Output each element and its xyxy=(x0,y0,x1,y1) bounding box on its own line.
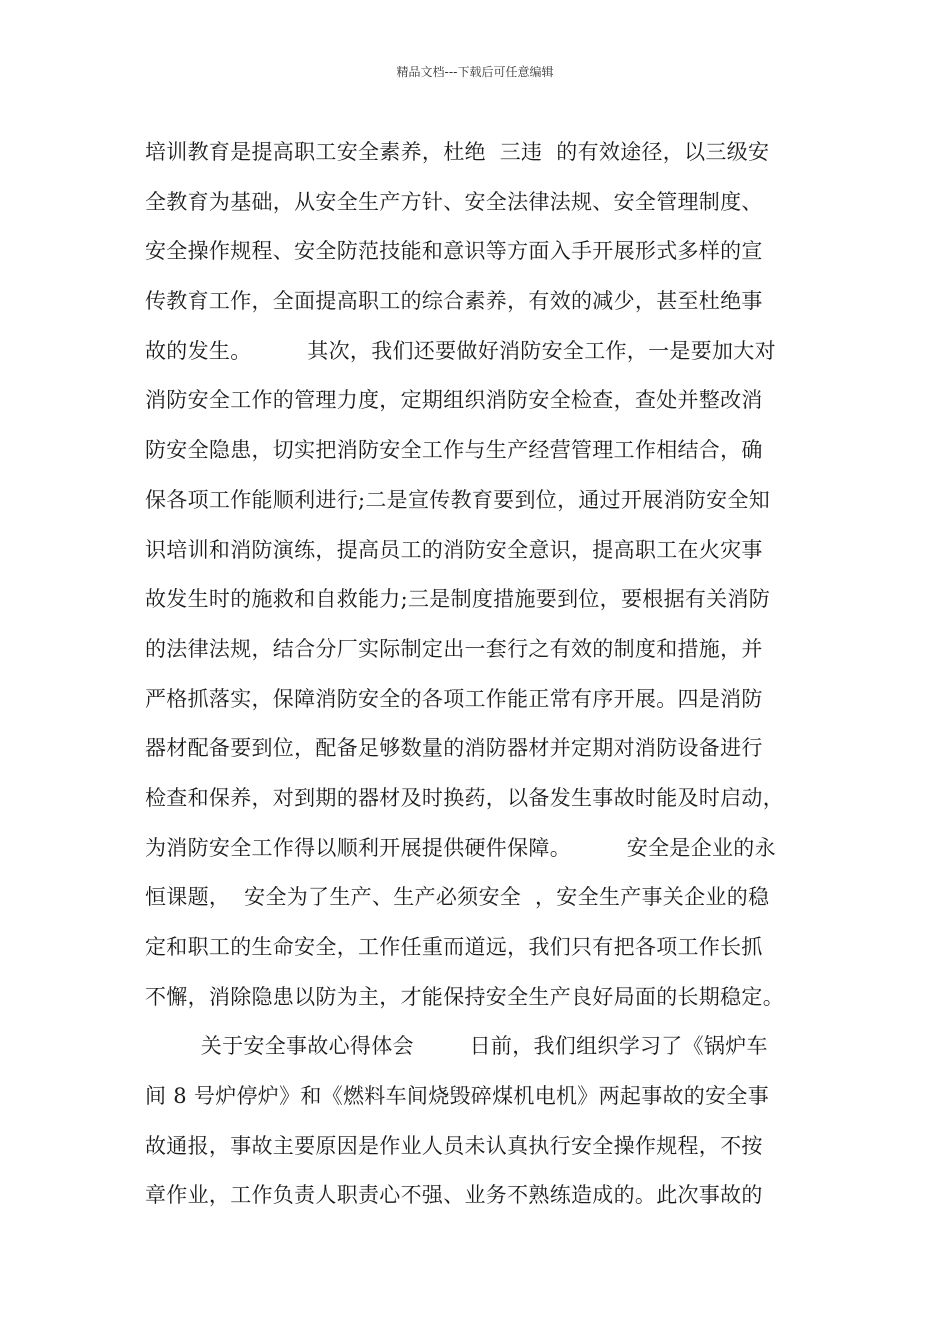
text-line: 安全操作规程、安全防范技能和意识等方面入手开展形式多样的宣 xyxy=(145,239,763,264)
text-line: 恒课题， 安全为了生产、生产必须安全 ，安全生产事关企业的稳 xyxy=(145,885,770,910)
text-line: 传教育工作，全面提高职工的综合素养，有效的减少，甚至杜绝事 xyxy=(145,289,763,314)
text-line: 不懈，消除隐患以防为主，才能保持安全生产良好局面的长期稳定。 xyxy=(145,984,784,1009)
text-line: 的法律法规，结合分厂实际制定出一套行之有效的制度和措施，并 xyxy=(145,636,763,661)
text-line: 防安全隐患，切实把消防安全工作与生产经营管理工作相结合，确 xyxy=(145,438,763,463)
text-line: 故发生时的施救和自救能力;三是制度措施要到位，要根据有关消防 xyxy=(145,587,771,612)
text-line: 检查和保养，对到期的器材及时换药，以备发生事故时能及时启动， xyxy=(145,785,784,810)
text-line: 全教育为基础，从安全生产方针、安全法律法规、安全管理制度、 xyxy=(145,189,763,214)
text-line: 故的发生。 其次，我们还要做好消防安全工作，一是要加大对 xyxy=(145,338,776,363)
text-line: 间 8 号炉停炉》和《燃料车间烧毁碎煤机电机》两起事故的安全事 xyxy=(145,1084,770,1109)
text-line: 严格抓落实，保障消防安全的各项工作能正常有序开展。四是消防 xyxy=(145,686,763,711)
text-line: 识培训和消防演练，提高员工的消防安全意识，提高职工在火灾事 xyxy=(145,537,763,562)
text-line: 消防安全工作的管理力度，定期组织消防安全检查，查处并整改消 xyxy=(145,388,763,413)
text-line: 定和职工的生命安全，工作任重而道远，我们只有把各项工作长抓 xyxy=(145,935,763,959)
page-header: 精品文档---下载后可任意编辑 xyxy=(396,65,554,79)
text-line: 保各项工作能顺利进行;二是宣传教育要到位，通过开展消防安全知 xyxy=(145,487,771,512)
text-line: 为消防安全工作得以顺利开展提供硬件保障。 安全是企业的永 xyxy=(145,835,776,860)
text-line: 章作业，工作负责人职责心不强、业务不熟练造成的。此次事故的 xyxy=(145,1183,763,1208)
document-body xyxy=(145,132,825,1225)
text-line: 关于安全事故心得体会 日前，我们组织学习了《锅炉车 xyxy=(145,1034,768,1059)
text-line: 器材配备要到位，配备足够数量的消防器材并定期对消防设备进行 xyxy=(145,736,763,761)
text-line: 培训教育是提高职工安全素养，杜绝 三违 的有效途径，以三级安 xyxy=(145,140,770,164)
text-line: 故通报，事故主要原因是作业人员未认真执行安全操作规程，不按 xyxy=(145,1133,763,1158)
